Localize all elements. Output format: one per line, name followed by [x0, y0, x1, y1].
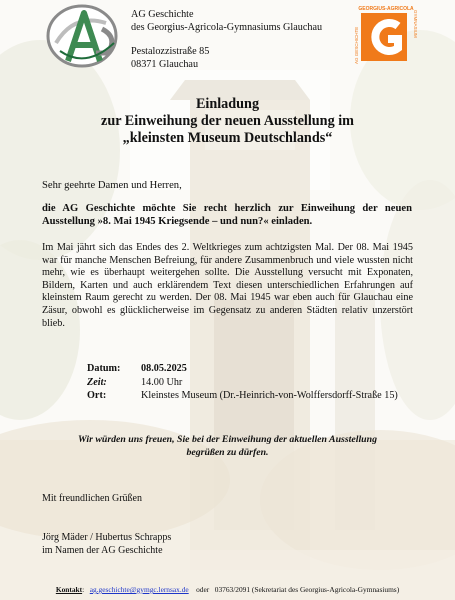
school-logo-right-text: GYMNASIUM	[413, 10, 418, 38]
contact-colon: :	[82, 585, 85, 594]
event-details	[87, 362, 398, 403]
salutation: Sehr geehrte Damen und Herren,	[42, 180, 182, 191]
body-paragraph: Im Mai jährt sich das Endes des 2. Weltkrieges zum achtzigsten Mal. Der 08. Mai 1945 war für manche Menschen Befreiung, für andere Zusammenbruch und viele wussten nicht mehr, wie es überhaupt weitergehen sollte. Die Ausstellung versucht mit Exponaten, Bildern, Karten und auch erklärendem Text diesen unterschiedlichen Erfahrungen auf kleinstem Raum gerecht zu werden. Der 08. Mai 1945 war eben auch für Glauchau eine Zäsur, obwohl es glücklicherweise im Gegensatz zu anderen Städten relativ unzerstört blieb.	[42, 242, 413, 329]
place-label: Ort:	[87, 390, 107, 402]
street: Pestalozzistraße 85	[131, 46, 210, 57]
ag-geschichte-logo	[46, 3, 122, 69]
school-logo-top-text: GEORGIUS-AGRICOLA	[358, 6, 414, 12]
closing-invitation	[0, 433, 455, 459]
date-label: Datum:	[87, 363, 121, 374]
intro-paragraph: die AG Geschichte möchte Sie recht herzlich zur Einweihung der neuen Ausstellung »8. Mai 1945 Kriegsende – und nun?« einladen.	[42, 203, 412, 228]
place-row	[87, 389, 398, 403]
invitation-title	[0, 96, 455, 146]
time-label: Zeit:	[87, 376, 107, 388]
contact-email-link[interactable]: ag.geschichte@gymgc.lernsax.de	[89, 585, 189, 594]
date-row	[87, 362, 398, 376]
signer-role: im Namen der AG Geschichte	[42, 544, 163, 556]
contact-phone: 03763/2091 (Sekretariat des Georgius-Agricola-Gymnasiums)	[214, 585, 400, 594]
closing-line-2: begrüßen zu dürfen.	[186, 447, 269, 458]
time-value: 14.00 Uhr	[141, 376, 183, 388]
title-line-1: Einladung	[195, 96, 260, 112]
signature-block	[42, 532, 171, 557]
organization-address	[131, 45, 209, 71]
city: 08371 Glauchau	[131, 59, 199, 71]
time-row	[87, 376, 398, 390]
contact-or: oder	[196, 585, 210, 594]
date-value: 08.05.2025	[141, 363, 187, 374]
org-line-2: des Georgius-Agricola-Gymnasiums Glauchau	[131, 22, 323, 34]
greeting: Mit freundlichen Grüßen	[42, 493, 142, 504]
organization-name	[131, 8, 322, 34]
closing-line-1: Wir würden uns freuen, Sie bei der Einweihung der aktuellen Ausstellung	[78, 434, 377, 445]
contact-footer	[0, 585, 455, 594]
title-line-2: zur Einweihung der neuen Ausstellung im	[101, 112, 354, 129]
signer-names: Jörg Mäder / Hubertus Schrapps	[42, 532, 172, 543]
place-value: Kleinstes Museum (Dr.-Heinrich-von-Wolffersdorff-Straße 15)	[141, 390, 398, 402]
title-line-3: „kleinsten Museum Deutschlands“	[122, 129, 333, 146]
school-logo	[352, 4, 418, 68]
contact-label: Kontakt	[55, 585, 83, 594]
school-logo-side-text: AG GESCHICHTE	[354, 26, 359, 64]
org-line-1: AG Geschichte	[131, 9, 194, 20]
